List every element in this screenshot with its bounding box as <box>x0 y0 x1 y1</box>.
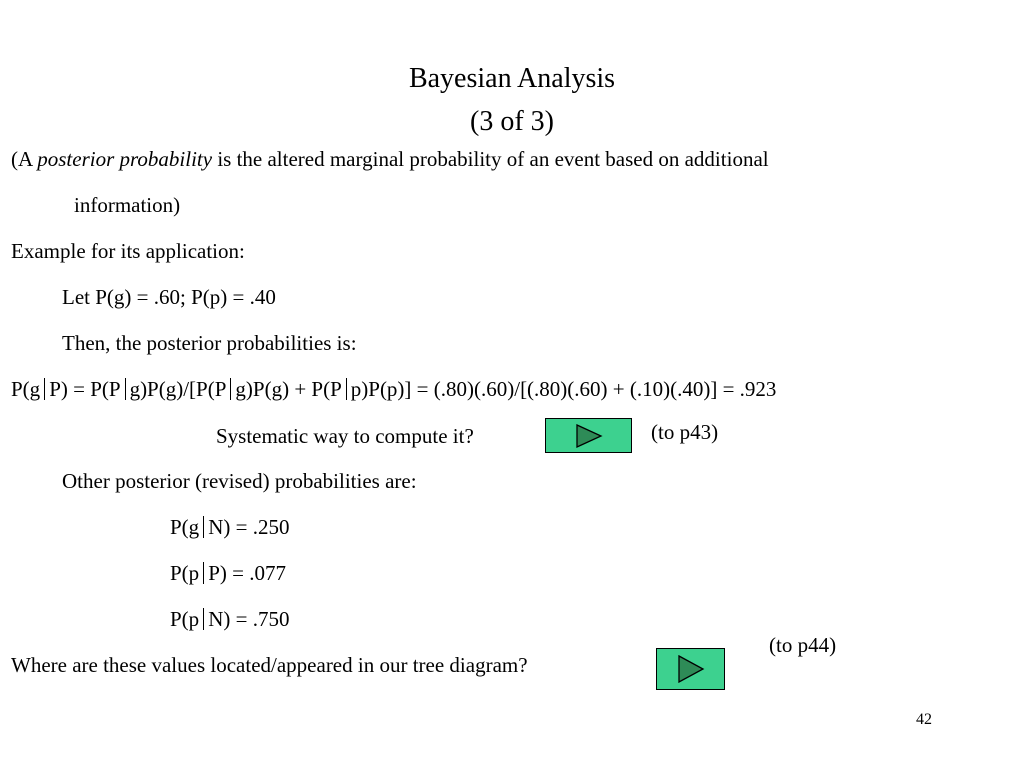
systematic-question: Systematic way to compute it? <box>216 424 474 448</box>
play-icon <box>575 424 603 448</box>
conditional-bar <box>230 378 231 400</box>
page-number: 42 <box>916 711 932 728</box>
formula-part: P(g <box>11 377 41 401</box>
go-to-p44-button[interactable] <box>656 648 725 690</box>
conditional-bar <box>203 608 204 630</box>
intro-rest: is the altered marginal probability of an event based on additional <box>212 147 769 171</box>
where-question: Where are these values located/appeared in our tree diagram? <box>11 653 528 677</box>
let-statement: Let P(g) = .60; P(p) = .40 <box>62 285 276 309</box>
other-statement: Other posterior (revised) probabilities are: <box>62 469 417 493</box>
go-to-p43-button[interactable] <box>545 418 632 453</box>
to-p44-link-label[interactable]: (to p44) <box>769 633 837 657</box>
formula-part: g)P(g)/[P(P <box>129 377 227 401</box>
conditional-bar <box>44 378 45 400</box>
formula-part: g)P(g) + P(P <box>235 377 342 401</box>
intro-italic-term: posterior probability <box>37 147 213 171</box>
slide-title: Bayesian Analysis <box>408 63 616 94</box>
example-heading: Example for its application: <box>11 239 245 263</box>
result-line <box>170 515 289 539</box>
result-line <box>170 561 286 585</box>
play-icon <box>677 655 705 683</box>
formula-part: p)P(p)] = (.80)(.60)/[(.80)(.60) + (.10)(.40)] = .923 <box>350 377 777 401</box>
then-statement: Then, the posterior probabilities is: <box>62 331 357 355</box>
intro-line-1 <box>11 147 769 171</box>
result-left: P(g <box>170 515 200 539</box>
conditional-bar <box>203 562 204 584</box>
posterior-formula <box>11 377 776 401</box>
slide-subtitle: (3 of 3) <box>470 106 554 137</box>
result-left: P(p <box>170 561 200 585</box>
conditional-bar <box>203 516 204 538</box>
formula-part: P) = P(P <box>49 377 121 401</box>
conditional-bar <box>346 378 347 400</box>
conditional-bar <box>125 378 126 400</box>
result-right: P) = .077 <box>208 561 286 585</box>
to-p43-link-label[interactable]: (to p43) <box>651 420 719 444</box>
result-right: N) = .250 <box>208 515 290 539</box>
result-right: N) = .750 <box>208 607 290 631</box>
result-line <box>170 607 289 631</box>
result-left: P(p <box>170 607 200 631</box>
intro-open: (A <box>11 147 38 171</box>
intro-line-2: information) <box>74 193 181 217</box>
